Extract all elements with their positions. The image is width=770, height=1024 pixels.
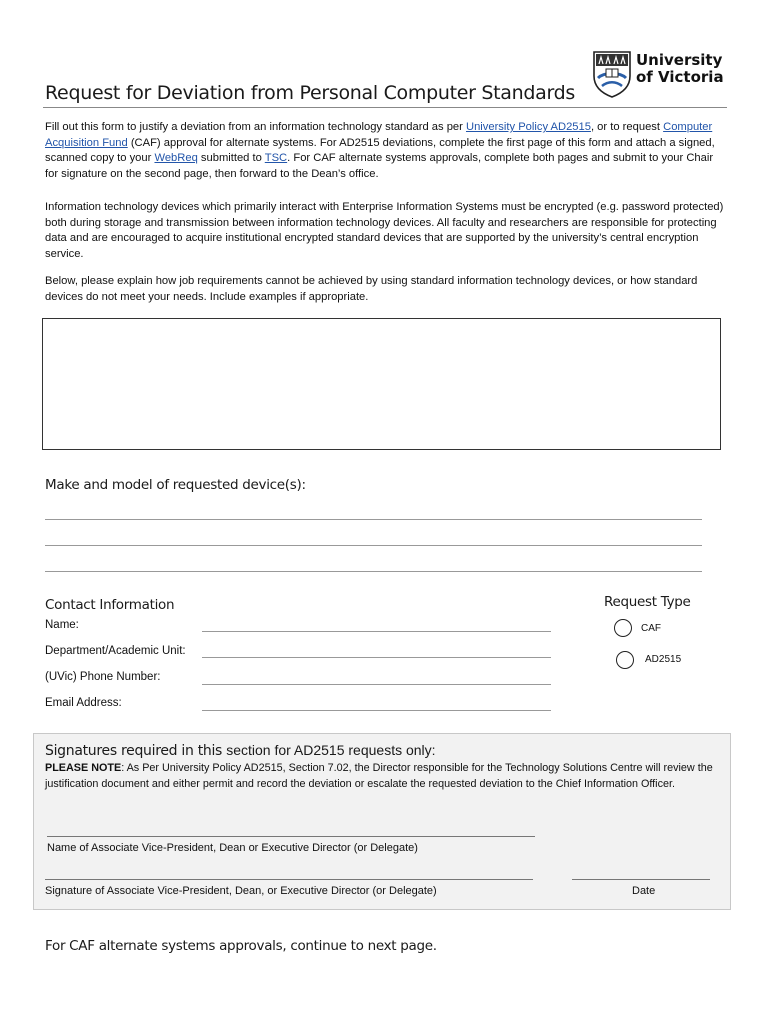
signatures-section [33,733,731,910]
contact-heading: Contact Information [45,597,175,613]
tsc-link[interactable]: TSC [264,152,288,165]
intro-text: . For CAF alternate systems approvals, complete both pages and submit to your Chair for signature on the second page, then forward to the Dean’s office. [45,152,714,180]
page-title: Request for Deviation from Personal Computer Standards [45,82,575,104]
date-label: Date [632,885,656,897]
department-label: Department/Academic Unit: [45,645,186,657]
department-field[interactable] [202,657,551,658]
delegate-name-line[interactable] [47,836,535,837]
intro-text: , or to request [590,121,664,133]
name-field[interactable] [202,631,551,632]
email-field[interactable] [202,710,551,711]
intro-paragraph-2: Information technology devices which primarily interact with Enterprise Information Systems must be encrypted (e.g. password protected) both during storage and transmission between information technology devices. All faculty and researchers are responsible for protecting data and are encouraged to acquire institutional encrypted standard devices that are supported by the university’s central encryption service. [45,201,724,260]
please-note [45,761,715,792]
university-crest-icon [592,50,632,98]
date-line[interactable] [572,879,710,880]
intro-text: (CAF) approval for alternate systems. For AD2515 deviations, complete the first page of this form and attach a signed, scanned copy to your [45,136,715,165]
intro-paragraph-1 [45,120,725,182]
make-model-line-3[interactable] [45,571,702,572]
intro-text: submitted to [197,152,265,165]
title-rule [43,107,727,108]
intro-paragraph-3: Below, please explain how job requirements cannot be achieved by using standard information technology devices, or how standard devices do not meet your needs. Include examples if appropriate. [45,275,698,303]
logo-wordmark [636,52,724,86]
policy-link[interactable]: University Policy AD2515 [465,121,591,133]
make-model-heading: Make and model of requested device(s): [45,477,306,493]
make-model-line-1[interactable] [45,519,702,520]
ad2515-radio-label: AD2515 [645,654,682,665]
logo-line-2: of Victoria [636,68,724,86]
justification-textbox[interactable] [42,318,721,450]
logo-line-1: University [636,51,723,69]
phone-label: (UVic) Phone Number: [45,671,161,683]
caf-radio-label: CAF [641,623,661,634]
please-note-label: PLEASE NOTE [45,762,122,774]
signatures-heading [45,742,436,759]
email-label: Email Address: [45,697,122,709]
footer-note: For CAF alternate systems approvals, continue to next page. [45,938,437,954]
ad2515-radio[interactable] [616,651,634,669]
signatures-heading-b: section for AD2515 requests only: [226,742,436,758]
delegate-signature-line[interactable] [45,879,533,880]
name-label: Name: [45,619,79,631]
caf-radio[interactable] [614,619,632,637]
intro-text: Fill out this form to justify a deviation from an information technology standard as per [45,121,466,133]
webreq-link[interactable]: WebReq [154,152,198,165]
phone-field[interactable] [202,684,551,685]
caf-link[interactable]: Computer Acquisition Fund [45,121,713,149]
make-model-line-2[interactable] [45,545,702,546]
delegate-signature-label: Signature of Associate Vice-President, Dean, or Executive Director (or Delegate) [45,885,437,897]
delegate-name-label: Name of Associate Vice-President, Dean or Executive Director (or Delegate) [47,842,418,854]
request-type-heading: Request Type [604,594,691,610]
please-note-text: : As Per University Policy AD2515, Section 7.02, the Director responsible for the Technology Solutions Centre will review the justification document and either permit and record the deviation or escalate the requested deviation to the Chief Information Officer. [45,762,713,790]
signatures-heading-a: Signatures required in this [45,743,227,759]
